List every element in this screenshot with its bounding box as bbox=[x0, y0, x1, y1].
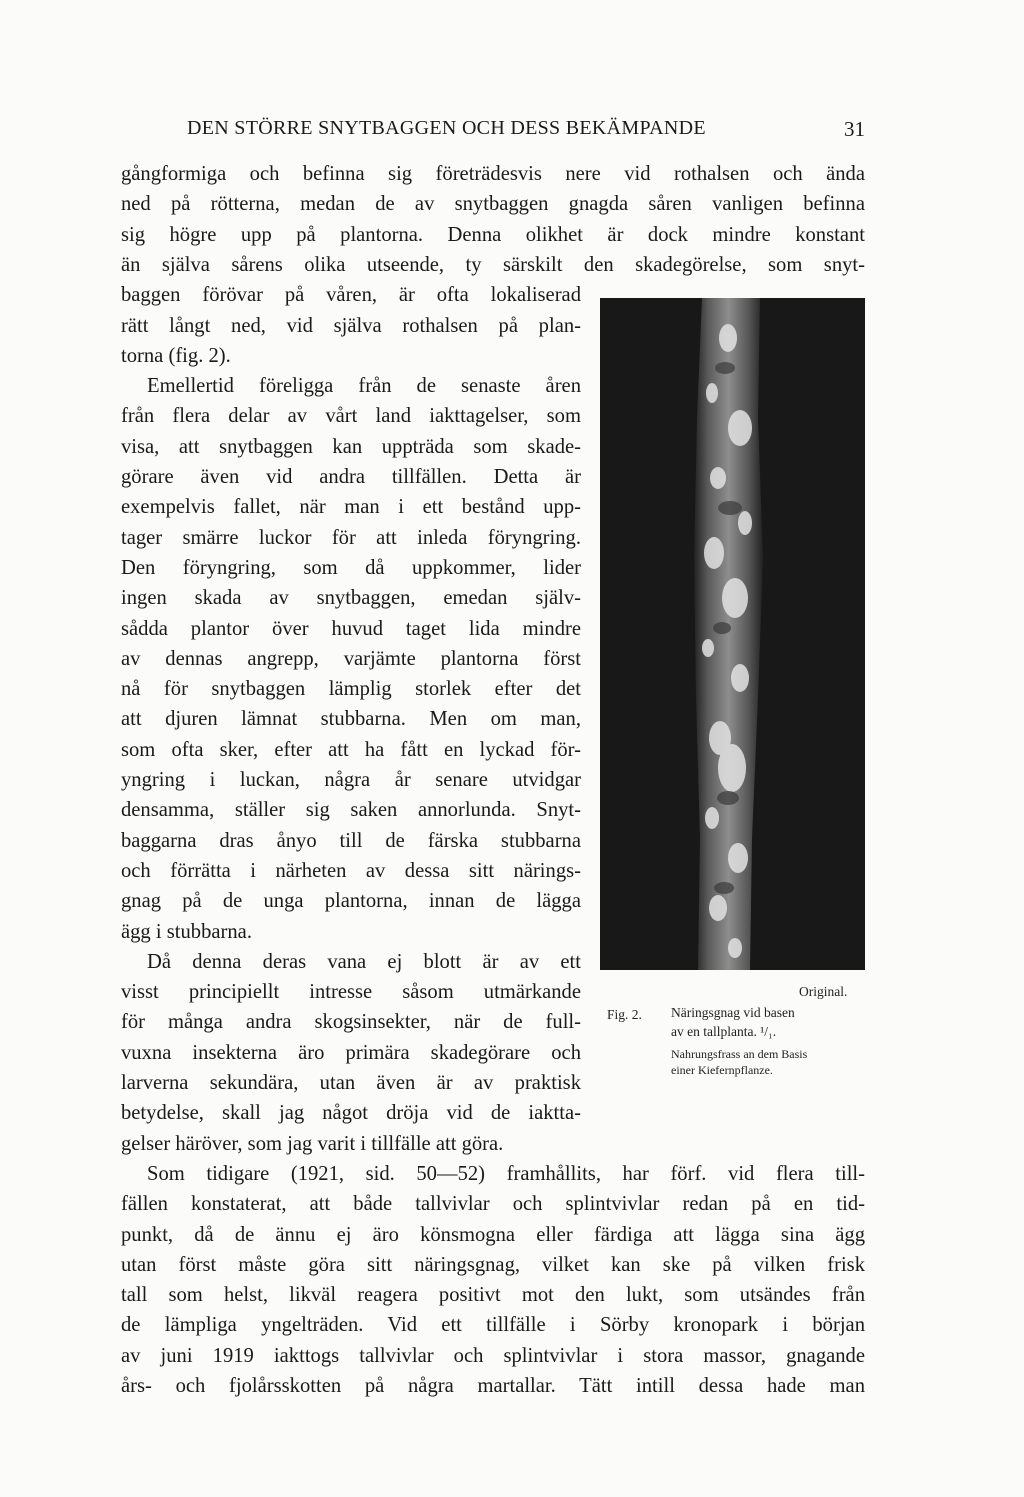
body-line: fällen konstaterat, att både tallvivlar och splintvivlar redan på en tid- bbox=[121, 1193, 865, 1216]
body-line: densamma, ställer sig saken annorlunda. Snyt- bbox=[121, 799, 581, 822]
body-line: sig högre upp på plantorna. Denna olikhet är dock mindre konstant bbox=[121, 223, 865, 246]
figure-caption-german-line-1: Nahrungsfrass an dem Basis bbox=[671, 1047, 808, 1061]
body-line: Emellertid föreligga från de senaste åren bbox=[147, 375, 581, 398]
body-line: yngring i luckan, några år senare utvidgar bbox=[121, 769, 581, 791]
body-line: Då denna deras vana ej blott är av ett bbox=[147, 950, 581, 973]
body-line: rätt långt ned, vid själva rothalsen på plan- bbox=[121, 314, 581, 337]
body-line: från flera delar av vårt land iakttagelser, som bbox=[121, 405, 581, 428]
body-line: vuxna insekterna äro primära skadegörare och bbox=[121, 1041, 581, 1064]
figure-label: Fig. 2. bbox=[607, 1007, 642, 1022]
figure-caption-german-line-2: einer Kiefernpflanze. bbox=[671, 1063, 773, 1077]
body-line: och förrätta i närheten av dessa sitt närings- bbox=[121, 859, 581, 882]
body-line: gelser häröver, som jag varit i tillfälle att göra. bbox=[121, 1132, 504, 1155]
body-line: tager smärre luckor för att inleda föryngring. bbox=[121, 526, 581, 549]
page-number: 31 bbox=[844, 117, 865, 141]
body-line: punkt, då de ännu ej äro könsmogna eller färdiga att lägga sina ägg bbox=[121, 1223, 865, 1246]
body-line: visst principiellt intresse såsom utmärkande bbox=[121, 981, 581, 1004]
figure-credit: Original. bbox=[799, 984, 848, 999]
body-line: ingen skada av snytbaggen, emedan själv- bbox=[121, 587, 581, 610]
body-line: som ofta sker, efter att ha fått en lyckad för- bbox=[121, 738, 581, 761]
body-line: Som tidigare (1921, sid. 50—52) framhållits, har förf. vid flera till- bbox=[147, 1162, 865, 1185]
body-line: nå för snytbaggen lämplig storlek efter det bbox=[121, 678, 581, 701]
body-line: ned på rötterna, medan de av snytbaggen gnagda såren vanligen befinna bbox=[121, 193, 865, 216]
figure-caption-swedish-line-2: av en tallplanta. ¹/₁. bbox=[671, 1024, 777, 1039]
running-title: DEN STÖRRE SNYTBAGGEN OCH DESS BEKÄMPANDE bbox=[187, 117, 706, 139]
body-line: gnag på de unga plantorna, innan de lägga bbox=[121, 890, 581, 913]
body-line: av juni 1919 iakttogs tallvivlar och splintvivlar i stora massor, gnagande bbox=[121, 1344, 865, 1367]
body-line: betydelse, skall jag något dröja vid de iaktta- bbox=[121, 1102, 581, 1125]
figure-caption-swedish-line-1: Näringsgnag vid basen bbox=[671, 1005, 795, 1020]
body-line: görare även vid andra tillfällen. Detta är bbox=[121, 466, 581, 488]
body-line: års- och fjolårsskotten på några martallar. Tätt intill dessa hade man bbox=[121, 1375, 865, 1397]
page-header bbox=[121, 117, 865, 147]
body-line: larverna sekundära, utan även är av praktisk bbox=[121, 1072, 581, 1094]
body-line: torna (fig. 2). bbox=[121, 344, 231, 367]
body-line: ägg i stubbarna. bbox=[121, 920, 252, 943]
body-line: utan först måste göra sitt näringsgnag, vilket kan ske på vilken frisk bbox=[121, 1253, 865, 1276]
body-line: baggarna dras ånyo till de färska stubbarna bbox=[121, 829, 581, 852]
body-line: tall som helst, likväl reagera positivt mot den lukt, som utsändes från bbox=[121, 1284, 865, 1307]
body-line: gångformiga och befinna sig företrädesvis nere vid rothalsen och ända bbox=[121, 163, 865, 185]
body-line: de lämpliga yngelträden. Vid ett tillfälle i Sörby kronopark i början bbox=[121, 1314, 865, 1337]
body-line: att djuren lämnat stubbarna. Men om man, bbox=[121, 708, 581, 731]
pine-stem-image bbox=[600, 298, 865, 970]
figure-photo-pine-seedling bbox=[600, 298, 865, 970]
body-line: sådda plantor över huvud taget lida mindre bbox=[121, 617, 581, 640]
body-line: Den föryngring, som då uppkommer, lider bbox=[121, 556, 581, 579]
body-line: än själva sårens olika utseende, ty särskilt den skadegörelse, som snyt- bbox=[121, 253, 865, 276]
body-line: baggen förövar på våren, är ofta lokaliserad bbox=[121, 284, 581, 307]
body-line: visa, att snytbaggen kan uppträda som skade- bbox=[121, 435, 581, 458]
body-line: exempelvis fallet, när man i ett bestånd upp- bbox=[121, 496, 581, 519]
body-line: för många andra skogsinsekter, när de full- bbox=[121, 1011, 581, 1034]
body-line: av dennas angrepp, varjämte plantorna först bbox=[121, 647, 581, 670]
